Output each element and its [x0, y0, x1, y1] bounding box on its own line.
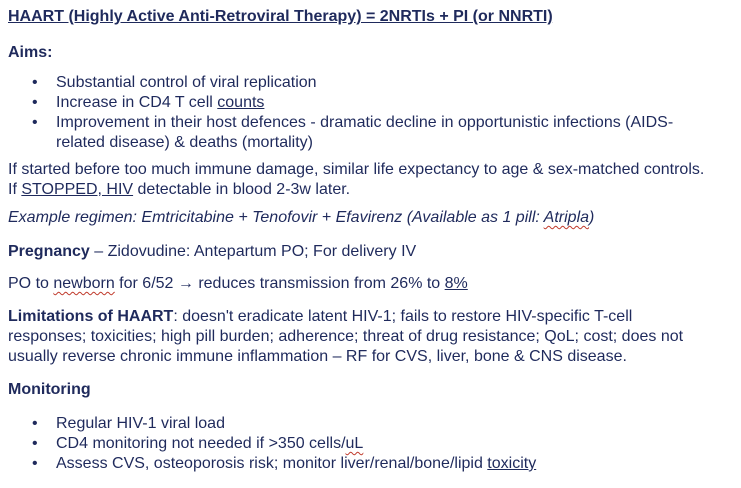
aims-item-3: Improvement in their host defences - dramatic decline in opportunistic infections (AIDS-related disease) & deaths (mortality) — [56, 114, 674, 151]
bullet: • — [32, 94, 38, 111]
aims-list-item — [32, 113, 674, 151]
eight-percent-link[interactable]: 8% — [444, 275, 468, 292]
monitoring-list-item — [32, 414, 225, 434]
bullet: • — [32, 114, 38, 131]
monitoring-item-1: Regular HIV-1 viral load — [56, 415, 225, 432]
aims-list-item — [32, 73, 317, 93]
newborn-line: PO to newborn for 6/52 → reduces transmission from 26% to 8% — [8, 275, 468, 292]
aims-item-1: Substantial control of viral replication — [56, 74, 317, 91]
limitations-label: Limitations of HAART — [8, 308, 174, 325]
pregnancy-line: Pregnancy – Zidovudine: Antepartum PO; For delivery IV — [8, 243, 417, 260]
page-title: HAART (Highly Active Anti-Retroviral Therapy) = 2NRTIs + PI (or NNRTI) — [8, 8, 553, 25]
limitations-line-2: responses; toxicities; high pill burden; adherence; threat of drug resistance; QoL; cost; does not — [8, 328, 684, 345]
aims-item-2: Increase in CD4 T cell counts — [56, 94, 265, 111]
atripla-word: Atripla — [543, 209, 590, 226]
pregnancy-label: Pregnancy — [8, 243, 90, 260]
stopped-hiv-link[interactable]: STOPPED, HIV — [21, 181, 134, 198]
newborn-word: newborn — [53, 275, 115, 292]
toxicity-link[interactable]: toxicity — [487, 455, 537, 472]
if-started-text: If started before too much immune damage, similar life expectancy to age & sex-matched controls. — [8, 161, 705, 178]
aims-list-item — [32, 93, 265, 113]
bullet: • — [32, 455, 38, 472]
ul-unit: uL — [345, 435, 364, 452]
aims-heading: Aims: — [8, 44, 53, 61]
counts-link[interactable]: counts — [217, 94, 265, 111]
if-stopped-text: If STOPPED, HIV detectable in blood 2-3w later. — [8, 181, 351, 198]
monitoring-heading: Monitoring — [8, 381, 91, 398]
monitoring-item-3: Assess CVS, osteoporosis risk; monitor liver/renal/bone/lipid toxicity — [56, 455, 537, 472]
bullet: • — [32, 435, 38, 452]
bullet: • — [32, 74, 38, 91]
monitoring-list-item — [32, 454, 537, 474]
limitations-line-3: usually reverse chronic immune inflammation – RF for CVS, liver, bone & CNS disease. — [8, 348, 627, 365]
monitoring-item-2: CD4 monitoring not needed if >350 cells/uL — [56, 435, 364, 452]
monitoring-list-item — [32, 434, 364, 454]
limitations-line-1: Limitations of HAART: doesn't eradicate latent HIV-1; fails to restore HIV-specific T-cell — [8, 308, 633, 325]
example-regimen: Example regimen: Emtricitabine + Tenofovir + Efavirenz (Available as 1 pill: Atripla) — [8, 209, 595, 226]
bullet: • — [32, 415, 38, 432]
